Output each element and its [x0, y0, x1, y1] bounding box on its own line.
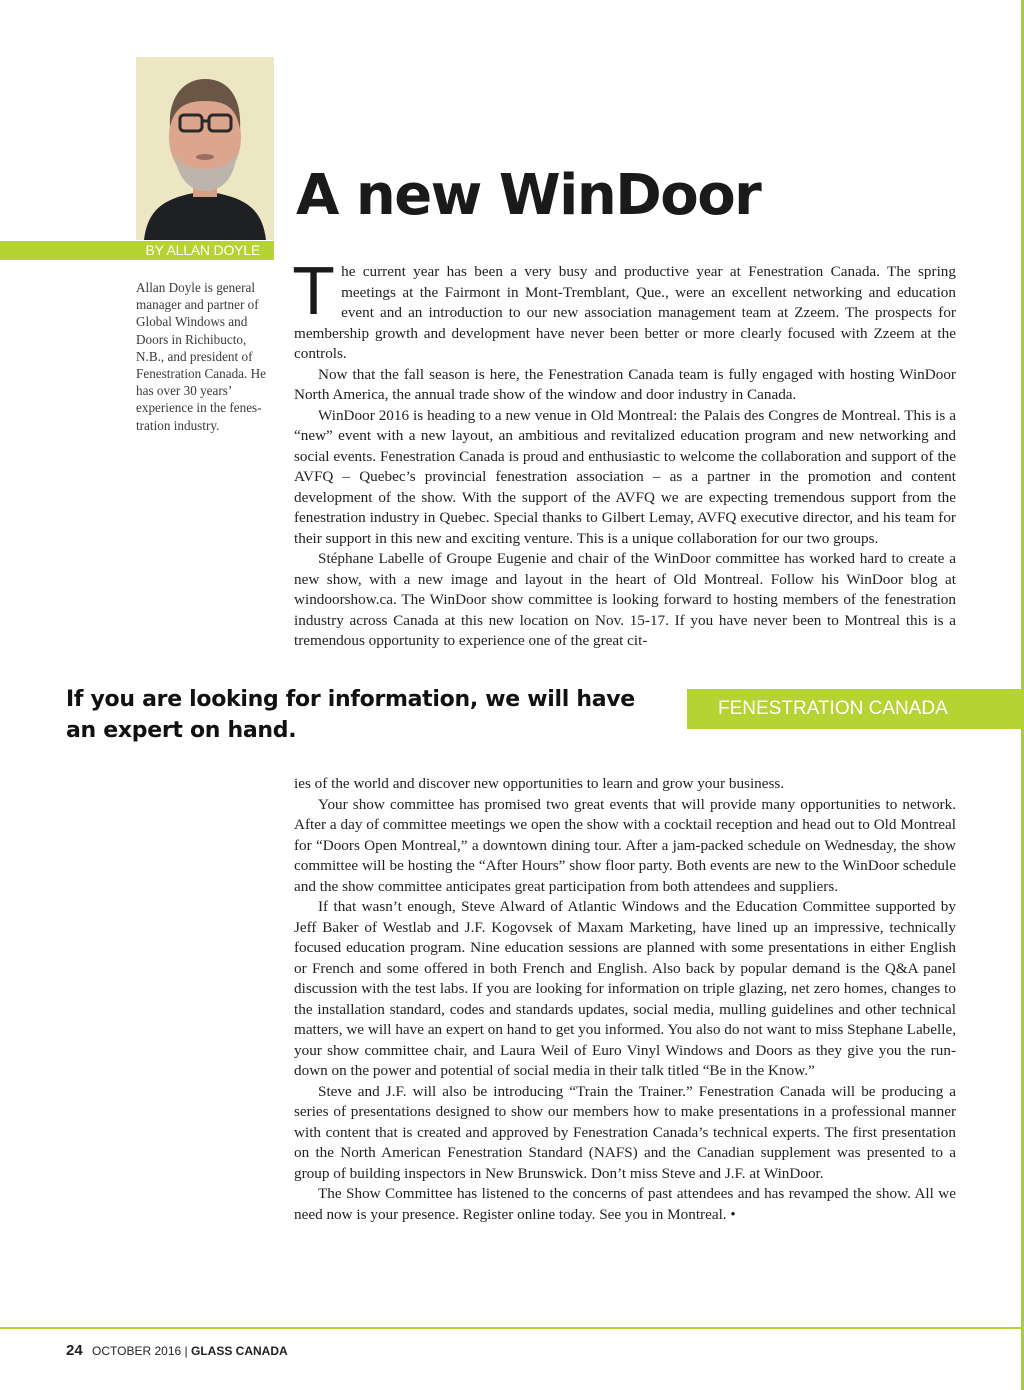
paragraph: Stéphane Labelle of Groupe Eugenie and chair of the WinDoor committee has worked hard to create a new show, with a new image and layout in the heart of Old Montreal. Follow his WinDoor blog at windoorshow.ca. The WinDoor show committee is looking forward to hosting members of the fenestration industry across Canada at this new location on Nov. 15-17. If you have never been to Montreal this is a tremendous opportunity to experience one of the great cit- — [294, 550, 956, 649]
author-photo — [136, 57, 274, 240]
paragraph: WinDoor 2016 is heading to a new venue in Old Montreal: the Palais des Congres de Montreal. This is a “new” event with a new layout, an ambitious and revitalized education program and new networking and social events. Fenestration Canada is proud and enthusiastic to welcome the collaboration and support of the AVFQ – Quebec’s provincial fenestration association – as a partner in the promotion and content development of the show. With the support of the AVFQ we are expecting tremendous support from the fenestration industry in Quebec. Special thanks to Gilbert Lemay, AVFQ executive director, and his team for their support in this new and exciting venture. This is a unique collaboration for our two groups. — [294, 406, 956, 547]
footer-separator: | — [184, 1344, 188, 1358]
paragraph: The current year has been a very busy and productive year at Fenestration Canada. The spring meetings at the Fairmont in Mont-Tremblant, Que., were an excellent networking and education event and an introduction to our new association management team at Zzeem. The prospects for membership growth and development have never been better or more clearly focused with Zzeem at the controls. — [294, 256, 956, 362]
section-label: FENESTRATION CANADA — [687, 689, 1024, 729]
paragraph: The Show Committee has listened to the concerns of past attendees and has revamped the show. All we need now is your presence. Register online today. See you in Montreal. • — [294, 1185, 956, 1223]
paragraph: Now that the fall season is here, the Fenestration Canada team is fully engaged with hosting WinDoor North America, the annual trade show of the window and door industry in Canada. — [294, 365, 956, 403]
paragraph: If that wasn’t enough, Steve Alward of Atlantic Windows and the Education Committee supported by Jeff Baker of Westlab and J.F. Kogovsek of Maxam Marketing, have lined up an impressive, technically focused education program. Nine education sessions are planned with some presentations in either English or French and some offered in both French and English. Also back by popular demand is the Q&A panel discussion with the test labs. If you are looking for information on triple glazing, net zero homes, changes to the installation standard, codes and standards updates, social media, mulling guidelines and other technical matters, we will have an expert on hand to get you informed. You also do not want to miss Stephane Labelle, your show committee chair, and Laura Weil of Euro Vinyl Windows and Doors as they give you the rundown on the power and potential of social media in their talk titled “Be in the Know.” — [294, 898, 956, 1079]
article-body-bottom — [294, 774, 956, 1225]
paragraph: Your show committee has promised two great events that will provide many opportunities to network. After a day of committee meetings we open the show with a cocktail reception and head out to Old Montreal for “Doors Open Montreal,” a downtown dining tour. After a jam-packed schedule on Wednesday, the show committee will be hosting the “After Hours” show floor party. Both events are new to the WinDoor schedule and the show committee anticipates great participation from both attendees and suppliers. — [294, 795, 956, 895]
article-body-top — [294, 256, 956, 652]
page-footer — [66, 1342, 288, 1359]
issue-date: OCTOBER 2016 — [92, 1344, 182, 1358]
drop-cap: T — [294, 256, 334, 330]
author-bio: Allan Doyle is general manager and partner of Global Windows and Doors in Richibucto, N.B., and president of Fenestration Canada. He has over 30 years’ experience in the fenestration industry. — [136, 280, 267, 433]
pull-quote: If you are looking for information, we will have an expert on hand. — [66, 687, 635, 743]
paragraph: Steve and J.F. will also be introducing “Train the Trainer.” Fenestration Canada will be producing a series of presentations designed to show our members how to make presentations in a professional manner with content that is created and approved by Fenestration Canada’s technical experts. The first presentation on the North American Fenestration Standard (NAFS) and the Canadian supplement was presented to a group of building inspectors in New Brunswick. Don’t miss Steve and J.F. at WinDoor. — [294, 1082, 956, 1182]
paragraph: ies of the world and discover new opportunities to learn and grow your business. — [294, 775, 785, 792]
page-number: 24 — [66, 1342, 83, 1359]
byline: BY ALLAN DOYLE — [0, 241, 274, 260]
footer-rule — [0, 1327, 1024, 1329]
publication-name: GLASS CANADA — [191, 1344, 288, 1358]
headline: A new WinDoor — [296, 163, 761, 228]
